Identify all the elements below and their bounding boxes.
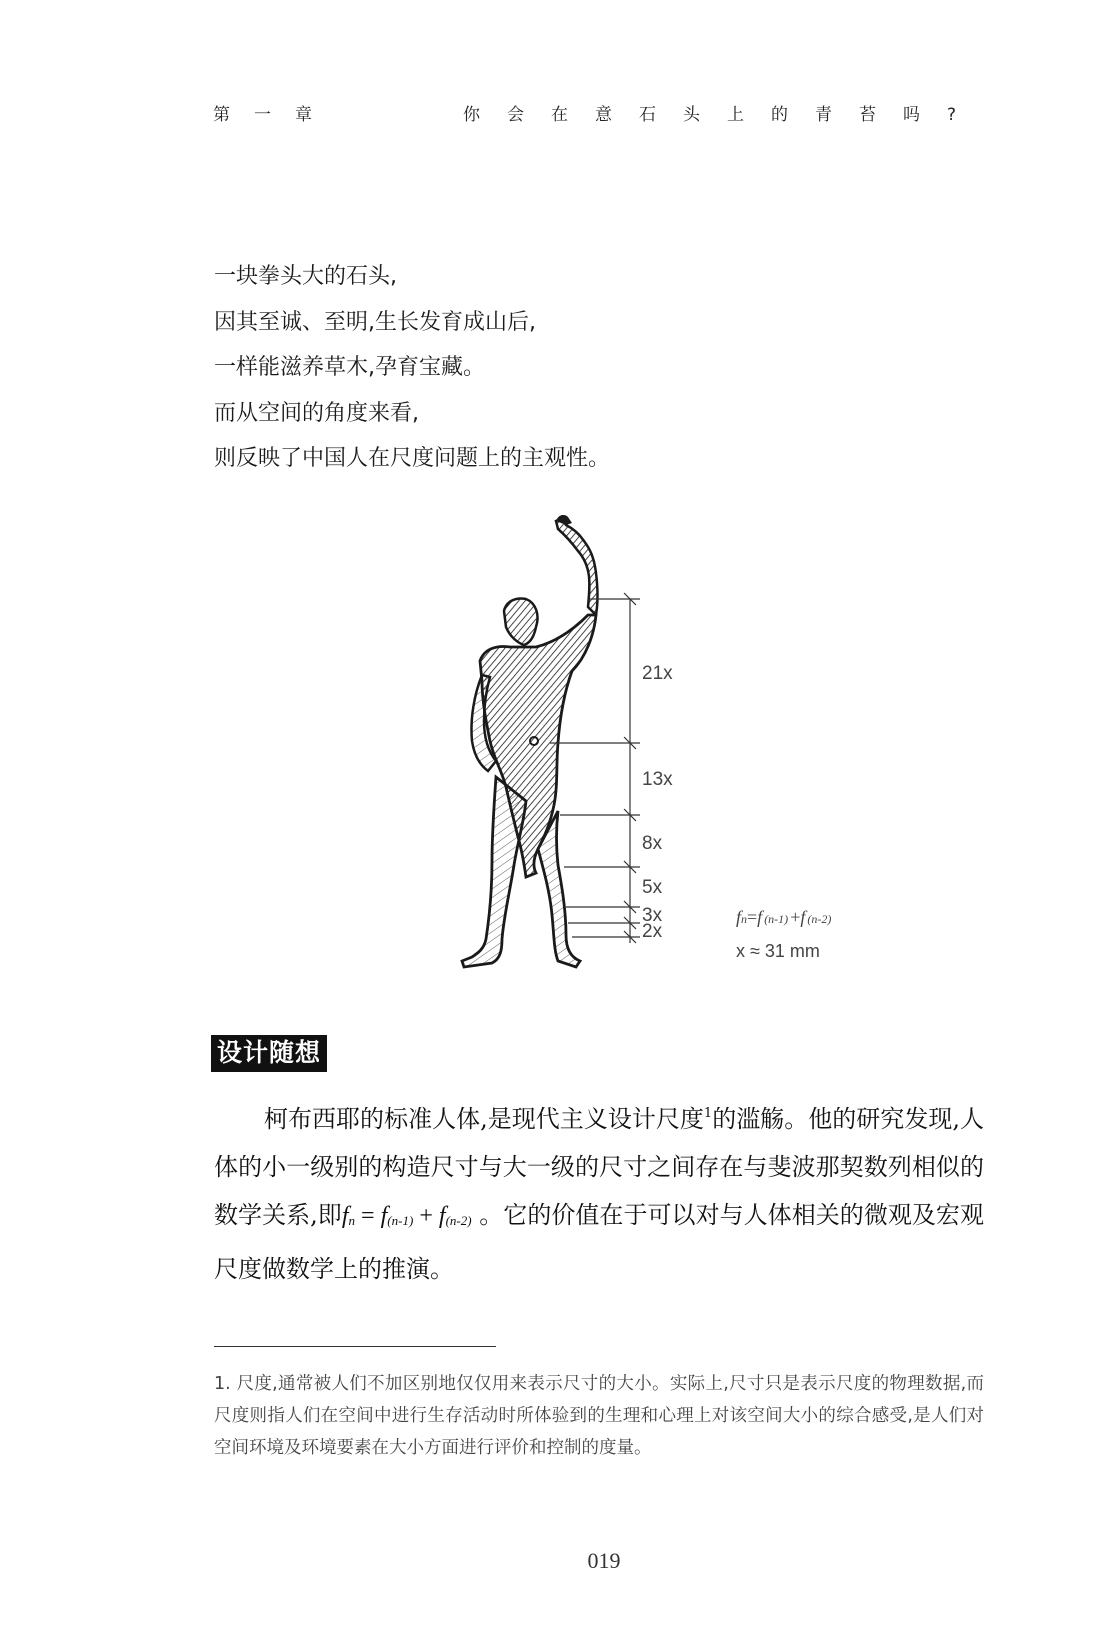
label-2x: 2x bbox=[642, 921, 663, 942]
modulor-illustration bbox=[440, 515, 960, 1015]
page-number: 019 bbox=[587, 1548, 621, 1573]
running-header bbox=[213, 100, 983, 130]
label-5x: 5x bbox=[642, 877, 663, 898]
footnote: 1. 尺度,通常被人们不加区别地仅仅用来表示尺寸的大小。实际上,尺寸只是表示尺度的物理数据,而尺度则指人们在空间中进行生存活动时所体验到的生理和心理上对该空间大小的综合感受,是人们对空间环境及环境要素在大小方面进行评价和控制的度量。 bbox=[214, 1374, 984, 1458]
poem-line: 一块拳头大的石头, bbox=[214, 264, 397, 289]
poem-line: 则反映了中国人在尺度问题上的主观性。 bbox=[214, 446, 611, 471]
inline-formula: $f_n = f_{(n-1)} + f_{(n-2)}$ bbox=[341, 1203, 472, 1229]
label-8x: 8x bbox=[642, 833, 663, 854]
label-13x: 13x bbox=[642, 769, 673, 790]
figure-unit: x ≈ 31 mm bbox=[736, 941, 820, 961]
figure-formula bbox=[736, 907, 831, 927]
paragraph: 柯布西耶的标准人体,是现代主义设计尺度$^1$的滥觞。他的研究发现,人体的小一级别的构造尺寸与大一级的尺寸之间存在与斐波那契数列相似的数学关系,即$f_n = f_{(n-1)} + f_{(n-2)}$ 。它的价值在于可以对与人体相关的微观及宏观尺度做数学上的推演。 bbox=[214, 1105, 984, 1283]
section-title: 设计随想 bbox=[211, 1035, 327, 1072]
footnote-divider bbox=[214, 1346, 496, 1347]
measurement-labels bbox=[642, 663, 673, 942]
human-figure bbox=[462, 515, 598, 967]
body-paragraph bbox=[214, 1090, 984, 1293]
poem-block bbox=[214, 254, 974, 482]
poem-line: 因其至诚、至明,生长发育成山后, bbox=[214, 309, 536, 335]
poem-line: 一样能滋养草木,孕育宝藏。 bbox=[214, 355, 485, 380]
label-3x: 3x bbox=[642, 905, 663, 926]
header-chapter: 第一章 bbox=[213, 105, 336, 125]
header-title: 你会在意石头上的青苔吗? bbox=[462, 105, 983, 125]
poem-line: 而从空间的角度来看, bbox=[214, 400, 419, 426]
footnote-ref: 1 bbox=[703, 1106, 713, 1121]
label-21x: 21x bbox=[642, 663, 673, 684]
modulor-figure bbox=[440, 515, 960, 1015]
figure-formula-text: fn=f (n-1) +f (n-2) bbox=[736, 907, 832, 927]
